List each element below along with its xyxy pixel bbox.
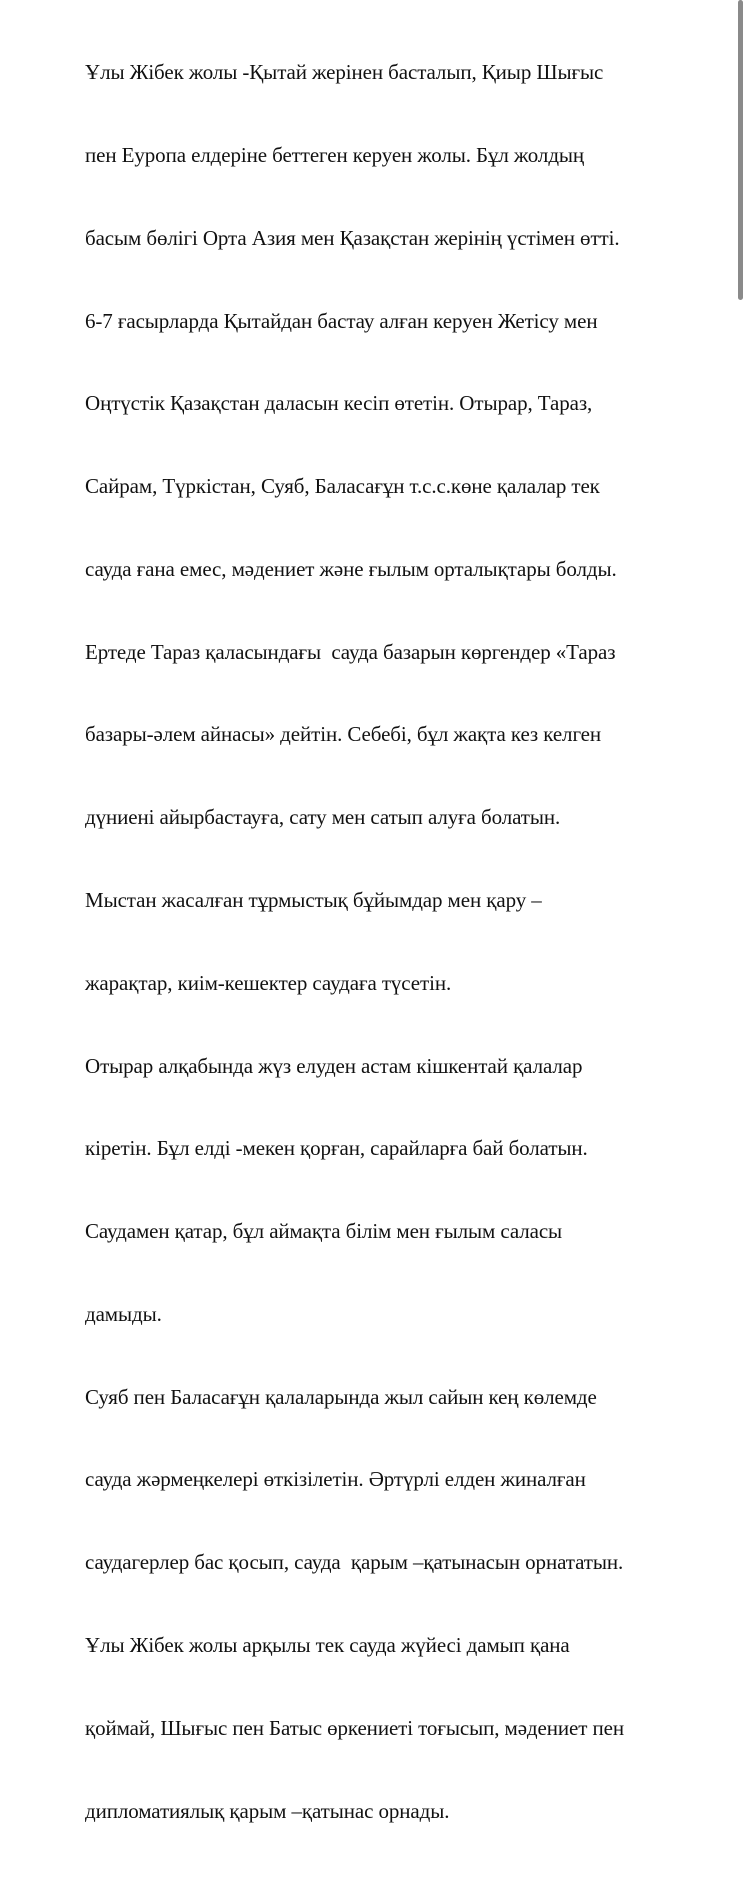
vertical-scrollbar[interactable]: [732, 0, 748, 626]
text-line: 6-7 ғасырларда Қытайдан бастау алған керуен Жетісу мен: [85, 308, 598, 333]
scrollbar-thumb[interactable]: [738, 0, 743, 300]
document-text: [85, 4, 725, 1880]
text-line: дамыды.: [85, 1301, 162, 1326]
text-line: Отырар алқабында жүз елуден астам кішкентай қалалар: [85, 1053, 583, 1078]
text-line: Мыстан жасалған тұрмыстық бұйымдар мен қару –: [85, 888, 542, 912]
text-line: дипломатиялық қарым –қатынас орнады.: [85, 1798, 450, 1823]
text-line: Ертеде Тараз қаласындағы сауда базарын көргендер «Тараз: [85, 639, 616, 664]
text-line: Саудамен қатар, бұл аймақта білім мен ғылым саласы: [85, 1219, 563, 1244]
text-line: базары-әлем айнасы» дейтін. Себебі, бұл жақта кез келген: [85, 722, 602, 747]
text-line: жарақтар, киім-кешектер саудаға түсетін.: [85, 970, 452, 995]
text-line: пен Еуропа елдеріне беттеген керуен жолы. Бұл жолдың: [85, 142, 585, 167]
text-line: саудагерлер бас қосып, сауда қарым –қатынасын орнататын.: [85, 1550, 624, 1575]
text-line: кіретін. Бұл елді -мекен қорған, сарайларға бай болатын.: [85, 1136, 588, 1161]
text-line: Суяб пен Баласағұн қалаларында жыл сайын кең көлемде: [85, 1384, 597, 1409]
text-line: Ұлы Жібек жолы арқылы тек сауда жүйесі дамып қана: [85, 1633, 570, 1658]
text-line: сауда жәрмеңкелері өткізілетін. Әртүрлі елден жиналған: [85, 1467, 586, 1492]
text-line: басым бөлігі Орта Азия мен Қазақстан жерінің үстімен өтті.: [85, 225, 620, 250]
text-line: Ұлы Жібек жолы -Қытай жерінен басталып, Қиыр Шығыс: [85, 60, 604, 85]
text-line: қоймай, Шығыс пен Батыс өркениеті тоғысып, мәдениет пен: [85, 1715, 624, 1740]
text-line: дүниені айырбастауға, сату мен сатып алуға болатын.: [85, 805, 561, 830]
text-line: Сайрам, Түркістан, Суяб, Баласағұн т.с.с.көне қалалар тек: [85, 474, 600, 499]
text-line: Оңтүстік Қазақстан даласын кесіп өтетін. Отырар, Тараз,: [85, 391, 593, 416]
text-line: сауда ғана емес, мәдениет және ғылым орталықтары болды.: [85, 556, 617, 581]
